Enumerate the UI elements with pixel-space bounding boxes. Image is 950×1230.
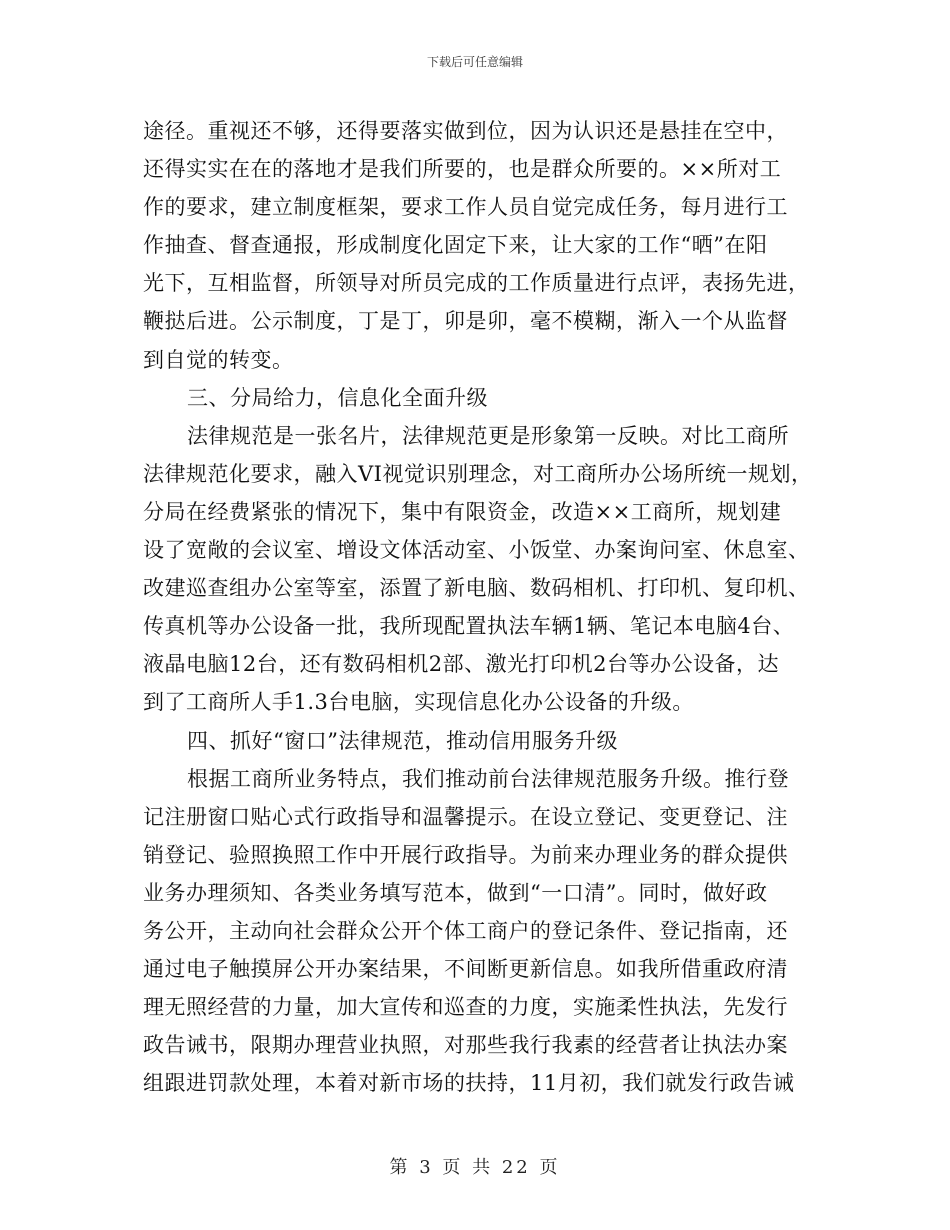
text-line: 政告诫书，限期办理营业执照，对那些我行我素的经营者让执法办案	[143, 1033, 788, 1058]
text-line: 改建巡查组办公室等室，添置了新电脑、数码相机、打印机、复印机、	[143, 576, 810, 601]
text-line: 四、抓好“窗口”法律规范，推动信用服务升级	[187, 728, 618, 753]
text-line: 理无照经营的力量，加大宣传和巡查的力度，实施柔性执法，先发行	[143, 995, 788, 1020]
text-line: 通过电子触摸屏公开办案结果，不间断更新信息。如我所借重政府清	[143, 957, 788, 982]
text-line: 三、分局给力，信息化全面升级	[187, 385, 488, 410]
text-line: 法律规范是一张名片，法律规范更是形象第一反映。对比工商所	[187, 423, 789, 448]
text-line: 光下，互相监督，所领导对所员完成的工作质量进行点评，表扬先进，	[143, 271, 810, 296]
text-line: 途径。重视还不够，还得要落实做到位，因为认识还是悬挂在空中，	[143, 119, 788, 143]
text-line: 设了宽敞的会议室、增设文体活动室、小饭堂、办案询问室、休息室、	[143, 538, 810, 563]
text-line: 液晶电脑12台，还有数码相机2部、激光打印机2台等办公设备，达	[143, 652, 779, 677]
text-line: 还得实实在在的落地才是我们所要的，也是群众所要的。××所对工	[143, 157, 782, 182]
text-line: 组跟进罚款处理，本着对新市场的扶持，11月初，我们就发行政告诫	[143, 1071, 795, 1096]
text-line: 销登记、验照换照工作中开展行政指导。为前来办理业务的群众提供	[143, 842, 788, 867]
text-line: 传真机等办公设备一批，我所现配置执法车辆1辆、笔记本电脑4台、	[143, 614, 795, 639]
text-line: 业务办理须知、各类业务填写范本，做到“一口清”。同时，做好政	[143, 880, 768, 905]
text-line: 到了工商所人手1.3台电脑，实现信息化办公设备的升级。	[143, 690, 694, 715]
text-line: 根据工商所业务特点，我们推动前台法律规范服务升级。推行登	[187, 766, 789, 791]
text-line: 作抽查、督查通报，形成制度化固定下来，让大家的工作“晒”在阳	[143, 233, 768, 258]
text-line: 鞭挞后进。公示制度，丁是丁，卯是卯，毫不模糊，渐入一个从监督	[143, 309, 788, 334]
page-footer: 第 3 页 共 22 页	[389, 1157, 561, 1178]
text-line: 作的要求，建立制度框架，要求工作人员自觉完成任务，每月进行工	[143, 195, 788, 220]
text-line: 分局在经费紧张的情况下，集中有限资金，改造××工商所，规划建	[143, 499, 782, 524]
text-line: 到自觉的转变。	[143, 347, 294, 372]
text-line: 务公开，主动向社会群众公开个体工商户的登记条件、登记指南，还	[143, 918, 788, 943]
text-line: 记注册窗口贴心式行政指导和温馨提示。在设立登记、变更登记、注	[143, 804, 788, 829]
document-body	[143, 112, 823, 1102]
text-line: 法律规范化要求，融入VI视觉识别理念，对工商所办公场所统一规划，	[143, 461, 813, 486]
page-header: 下载后可任意编辑	[426, 55, 523, 69]
